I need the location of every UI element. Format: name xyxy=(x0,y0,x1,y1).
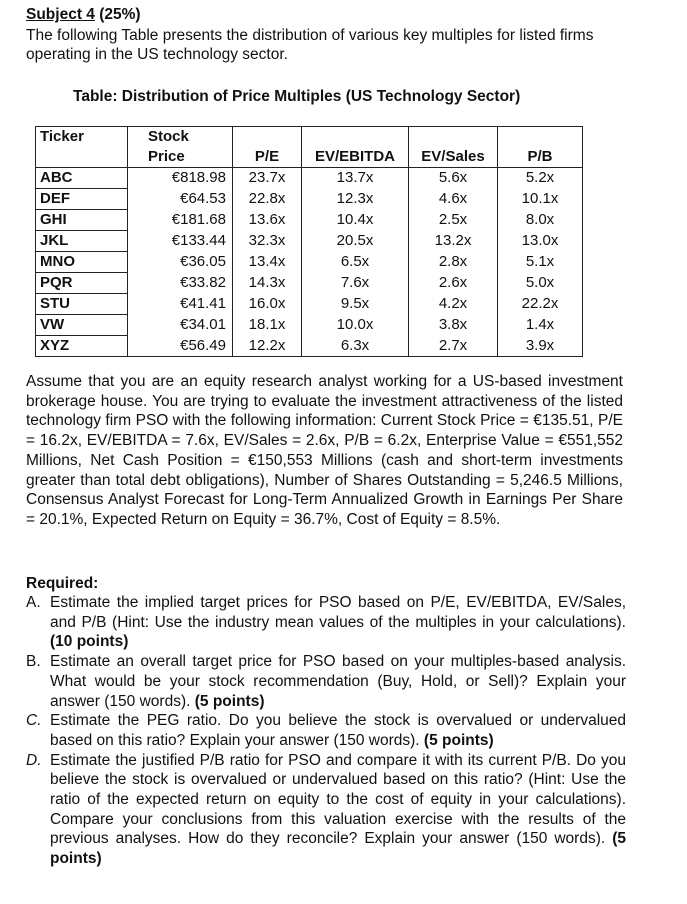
cell-pb: 13.0x xyxy=(498,231,583,252)
question-points: (10 points) xyxy=(50,633,129,651)
table-row xyxy=(36,336,583,357)
cell-ticker: VW xyxy=(36,315,128,336)
cell-evebitda: 12.3x xyxy=(302,189,409,210)
cell-ticker: STU xyxy=(36,294,128,315)
cell-price: €818.98 xyxy=(128,168,233,189)
table-row xyxy=(36,273,583,294)
required-title: Required: xyxy=(26,575,99,592)
question-letter: B. xyxy=(26,653,41,671)
question-d xyxy=(26,751,626,869)
table-row xyxy=(36,189,583,210)
cell-evsales: 4.2x xyxy=(409,294,498,315)
question-letter: C. xyxy=(26,712,42,730)
cell-pe: 12.2x xyxy=(233,336,302,357)
cell-evebitda: 13.7x xyxy=(302,168,409,189)
cell-price: €133.44 xyxy=(128,231,233,252)
cell-price: €34.01 xyxy=(128,315,233,336)
cell-evsales: 5.6x xyxy=(409,168,498,189)
header-evebitda: EV/EBITDA xyxy=(302,127,409,168)
cell-ticker: PQR xyxy=(36,273,128,294)
cell-price: €41.41 xyxy=(128,294,233,315)
header-ticker: Ticker xyxy=(36,127,128,168)
cell-ticker: ABC xyxy=(36,168,128,189)
cell-pe: 18.1x xyxy=(233,315,302,336)
header-stock-price xyxy=(128,127,233,168)
question-c xyxy=(26,711,626,750)
question-text: Estimate the justified P/B ratio for PSO and compare it with its current P/B. Do you believe the stock is overvalued or undervalued based on this ratio? (Hint: Use the ratio of the expected return on equity to the cost of equity in your calculations). Compare your conclusions from this valuation exercise with the results of the previous analyses. How do they reconcile? Explain your answer (150 words). xyxy=(50,751,626,848)
cell-ticker: MNO xyxy=(36,252,128,273)
subject-weight: (25%) xyxy=(94,6,141,23)
question-a xyxy=(26,593,626,652)
cell-price: €36.05 xyxy=(128,252,233,273)
cell-evsales: 2.7x xyxy=(409,336,498,357)
cell-evebitda: 7.6x xyxy=(302,273,409,294)
question-points: (5 points) xyxy=(50,830,626,868)
cell-pe: 13.4x xyxy=(233,252,302,273)
cell-evebitda: 20.5x xyxy=(302,231,409,252)
cell-pb: 3.9x xyxy=(498,336,583,357)
question-text: Estimate an overall target price for PSO based on your multiples-based analysis. What would be your stock recommendation (Buy, Hold, or Sell)? Explain your answer (150 words). xyxy=(50,653,626,710)
cell-pe: 22.8x xyxy=(233,189,302,210)
cell-pb: 5.2x xyxy=(498,168,583,189)
cell-pb: 8.0x xyxy=(498,210,583,231)
table-row xyxy=(36,294,583,315)
multiples-table xyxy=(35,126,583,357)
cell-ticker: XYZ xyxy=(36,336,128,357)
table-caption: Table: Distribution of Price Multiples (US Technology Sector) xyxy=(73,88,521,105)
cell-price: €64.53 xyxy=(128,189,233,210)
cell-evebitda: 6.5x xyxy=(302,252,409,273)
cell-evsales: 2.5x xyxy=(409,210,498,231)
question-points: (5 points) xyxy=(423,731,494,749)
question-points: (5 points) xyxy=(194,692,265,710)
cell-evebitda: 10.4x xyxy=(302,210,409,231)
header-pb: P/B xyxy=(498,127,583,168)
cell-pe: 13.6x xyxy=(233,210,302,231)
cell-pb: 5.1x xyxy=(498,252,583,273)
cell-pb: 1.4x xyxy=(498,315,583,336)
table-body xyxy=(36,168,583,357)
cell-pb: 22.2x xyxy=(498,294,583,315)
table-row xyxy=(36,252,583,273)
cell-pe: 16.0x xyxy=(233,294,302,315)
header-price-line2: Price xyxy=(148,148,185,165)
cell-price: €56.49 xyxy=(128,336,233,357)
cell-pe: 14.3x xyxy=(233,273,302,294)
cell-pb: 10.1x xyxy=(498,189,583,210)
cell-evebitda: 6.3x xyxy=(302,336,409,357)
question-letter: D. xyxy=(26,751,42,769)
table-row xyxy=(36,231,583,252)
table-row xyxy=(36,315,583,336)
cell-evebitda: 10.0x xyxy=(302,315,409,336)
cell-ticker: DEF xyxy=(36,189,128,210)
table-header-row xyxy=(36,127,583,168)
cell-price: €181.68 xyxy=(128,210,233,231)
cell-evsales: 2.8x xyxy=(409,252,498,273)
header-price-line1: Stock xyxy=(148,128,189,145)
cell-pe: 23.7x xyxy=(233,168,302,189)
question-text: Estimate the implied target prices for PSO based on P/E, EV/EBITDA, EV/Sales, and P/B (Hint: Use the industry mean values of the multiples in your calculations). xyxy=(50,594,626,631)
cell-ticker: GHI xyxy=(36,210,128,231)
required-section xyxy=(26,574,626,869)
cell-evsales: 3.8x xyxy=(409,315,498,336)
table-row xyxy=(36,168,583,189)
question-text: Estimate the PEG ratio. Do you believe the stock is overvalued or undervalued based on this ratio? Explain your answer (150 words). xyxy=(50,712,626,749)
question-b xyxy=(26,652,626,711)
cell-pb: 5.0x xyxy=(498,273,583,294)
cell-evebitda: 9.5x xyxy=(302,294,409,315)
cell-evsales: 2.6x xyxy=(409,273,498,294)
header-evsales: EV/Sales xyxy=(409,127,498,168)
cell-evsales: 4.6x xyxy=(409,189,498,210)
subject-number: Subject 4 xyxy=(26,6,95,23)
cell-ticker: JKL xyxy=(36,231,128,252)
cell-price: €33.82 xyxy=(128,273,233,294)
question-list xyxy=(26,593,626,869)
header-pe: P/E xyxy=(233,127,302,168)
table-row xyxy=(36,210,583,231)
intro-paragraph: The following Table presents the distribution of various key multiples for listed firms operating in the US technology sector. xyxy=(26,27,594,63)
cell-evsales: 13.2x xyxy=(409,231,498,252)
assumption-paragraph: Assume that you are an equity research analyst working for a US-based investment brokerage house. You are trying to evaluate the investment attractiveness of the listed technology firm PSO with the following information: Current Stock Price = €135.51, P/E = 16.2x, EV/EBITDA = 7.6x, EV/Sales = 2.6x, P/B = 6.2x, Enterprise Value = €551,552 Millions, Net Cash Position = €150,553 Millions (cash and short-term investments greater than total debt obligations), Number of Shares Outstanding = 5,246.5 Millions, Consensus Analyst Forecast for Long-Term Annualized Growth in Earnings Per Share = 20.1%, Expected Return on Equity = 36.7%, Cost of Equity = 8.5%. xyxy=(26,373,623,528)
subject-heading xyxy=(26,6,626,24)
cell-pe: 32.3x xyxy=(233,231,302,252)
question-letter: A. xyxy=(26,594,41,611)
document-page xyxy=(26,6,626,868)
